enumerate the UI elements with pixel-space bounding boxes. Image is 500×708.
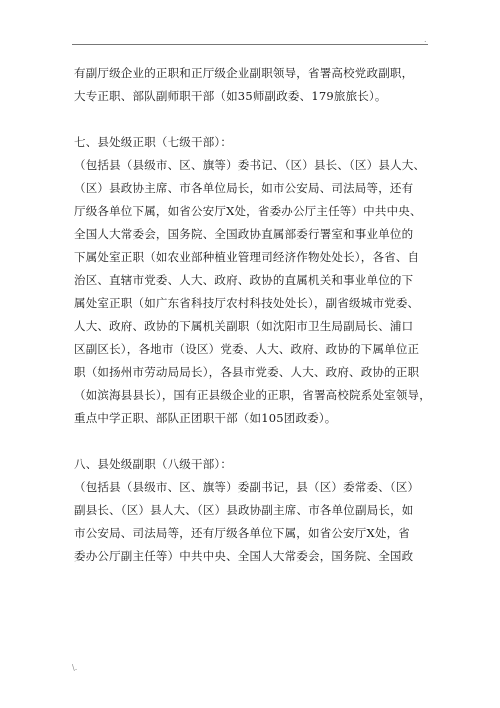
text-line: 下属处室正职（如农业部种植业管理司经济作物处处长），各省、自 bbox=[74, 250, 420, 264]
text-line: 职（如扬州市劳动局局长），各县市党委、人大、政府、政协的正职 bbox=[74, 365, 420, 379]
text-line: 区副区长），各地市（设区）党委、人大、政府、政协的下属单位正 bbox=[74, 342, 420, 356]
text-line: （区）县政协主席、市各单位局长，如市公安局、司法局等，还有 bbox=[74, 181, 414, 195]
bottom-corner-mark: \. bbox=[72, 663, 78, 672]
section-7-heading: 七、县处级正职（七级干部）： bbox=[74, 135, 233, 149]
document-body bbox=[74, 62, 434, 568]
text-line: （包括县（县级市、区、旗等）委副书记，县（区）委常委、（区） bbox=[74, 480, 420, 494]
text-line: 治区、直辖市党委、人大、政府、政协的直属机关和事业单位的下 bbox=[74, 273, 414, 287]
text-line: 属处室正职（如广东省科技厅农村科技处处长），副省级城市党委、 bbox=[74, 296, 420, 310]
text-line: 厅级各单位下属，如省公安厅X处，省委办公厅主任等）中共中央、 bbox=[74, 204, 422, 218]
text-line: 委办公厅副主任等）中共中央、全国人大常委会，国务院、全国政 bbox=[74, 549, 414, 563]
paragraph-gap bbox=[74, 108, 434, 131]
paragraph-gap bbox=[74, 430, 434, 453]
text-line: 市公安局、司法局等，还有厅级各单位下属，如省公安厅X处，省 bbox=[74, 526, 410, 540]
section-8-heading: 八、县处级副职（八级干部）： bbox=[74, 457, 233, 471]
text-line: 全国人大常委会，国务院、全国政协直属部委行署室和事业单位的 bbox=[74, 227, 414, 241]
header-rule bbox=[72, 44, 428, 45]
text-line: 人大、政府、政协的下属机关副职（如沈阳市卫生局副局长、浦口 bbox=[74, 319, 414, 333]
text-line: 重点中学正职、部队正团职干部（如105团政委）。 bbox=[74, 411, 337, 425]
text-line: （如滨海县县长），国有正县级企业的正职，省署高校院系处室领导， bbox=[74, 388, 431, 402]
text-line: 大专正职、部队副师职干部（如35师副政委、179旅旅长）。 bbox=[74, 89, 387, 103]
text-line: 有副厅级企业的正职和正厅级企业副职领导，省署高校党政副职， bbox=[74, 66, 414, 80]
text-line: （包括县（县级市、区、旗等）委书记、（区）县长、（区）县人大、 bbox=[74, 158, 426, 172]
top-corner-mark: . bbox=[424, 35, 427, 44]
text-line: 副县长、（区）县人大、（区）县政协副主席、市各单位副局长，如 bbox=[74, 503, 414, 517]
